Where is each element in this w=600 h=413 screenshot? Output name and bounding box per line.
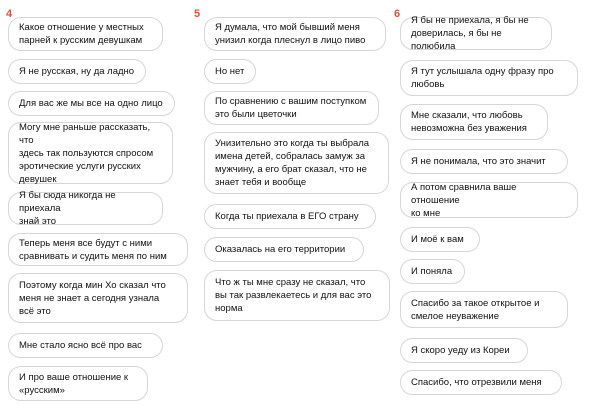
message-bubble[interactable]: Оказалась на его территории — [204, 237, 364, 262]
message-bubble[interactable]: Я тут услышала одну фразу про любовь — [400, 60, 578, 96]
column-number: 6 — [394, 8, 401, 20]
message-bubble[interactable]: Когда ты приехала в ЕГО страну — [204, 204, 376, 229]
message-bubble[interactable]: Что ж ты мне сразу не сказал, что вы так развлекаетесь и для вас это норма — [204, 270, 390, 321]
column-number: 5 — [194, 8, 201, 20]
message-bubble[interactable]: Мне стало ясно всё про вас — [8, 333, 163, 358]
message-bubble[interactable]: Теперь меня все будут с ними сравнивать и судить меня по ним — [8, 233, 188, 266]
message-bubble[interactable]: Но нет — [204, 59, 256, 84]
message-bubble[interactable]: И поняла — [400, 259, 465, 284]
message-bubble[interactable]: Я скоро уеду из Кореи — [400, 338, 528, 363]
message-bubble[interactable]: Я не русская, ну да ладно — [8, 59, 146, 84]
message-bubble[interactable]: Я думала, что мой бывший меня унизил когда плеснул в лицо пиво — [204, 17, 386, 51]
message-bubble[interactable]: А потом сравнила ваше отношение ко мне — [400, 182, 578, 218]
message-bubble[interactable]: Для вас же мы все на одно лицо — [8, 91, 175, 116]
message-bubble[interactable]: Спасибо, что отрезвили меня — [400, 370, 562, 395]
message-bubble[interactable]: Какое отношение у местных парней к русским девушкам — [8, 17, 163, 51]
message-bubble[interactable]: По сравнению с вашим поступком это были цветочки — [204, 91, 379, 125]
message-bubble[interactable]: Поэтому когда мин Хо сказал что меня не знает а сегодня узнала всё это — [8, 273, 188, 323]
message-bubble[interactable]: Спасибо за такое открытое и смелое неуважение — [400, 291, 568, 328]
message-bubble[interactable]: Я не понимала, что это значит — [400, 149, 568, 174]
message-bubble[interactable]: Я бы сюда никогда не приехала знай это — [8, 192, 163, 225]
column-number: 4 — [6, 8, 13, 20]
message-bubble[interactable]: Унизительно это когда ты выбрала имена детей, собралась замуж за мужчину, а его брат сказал, что не знает тебя и вообще — [204, 132, 389, 194]
message-bubble[interactable]: И про ваше отношение к «русским» — [8, 366, 148, 401]
message-bubble[interactable]: Я бы не приехала, я бы не доверилась, я бы не полюбила — [400, 17, 552, 50]
message-bubble[interactable]: И моё к вам — [400, 227, 480, 252]
message-bubble[interactable]: Могу мне раньше рассказать, что здесь так пользуются спросом эротические услуги русских девушек — [8, 122, 173, 184]
message-bubble[interactable]: Мне сказали, что любовь невозможна без уважения — [400, 104, 548, 140]
